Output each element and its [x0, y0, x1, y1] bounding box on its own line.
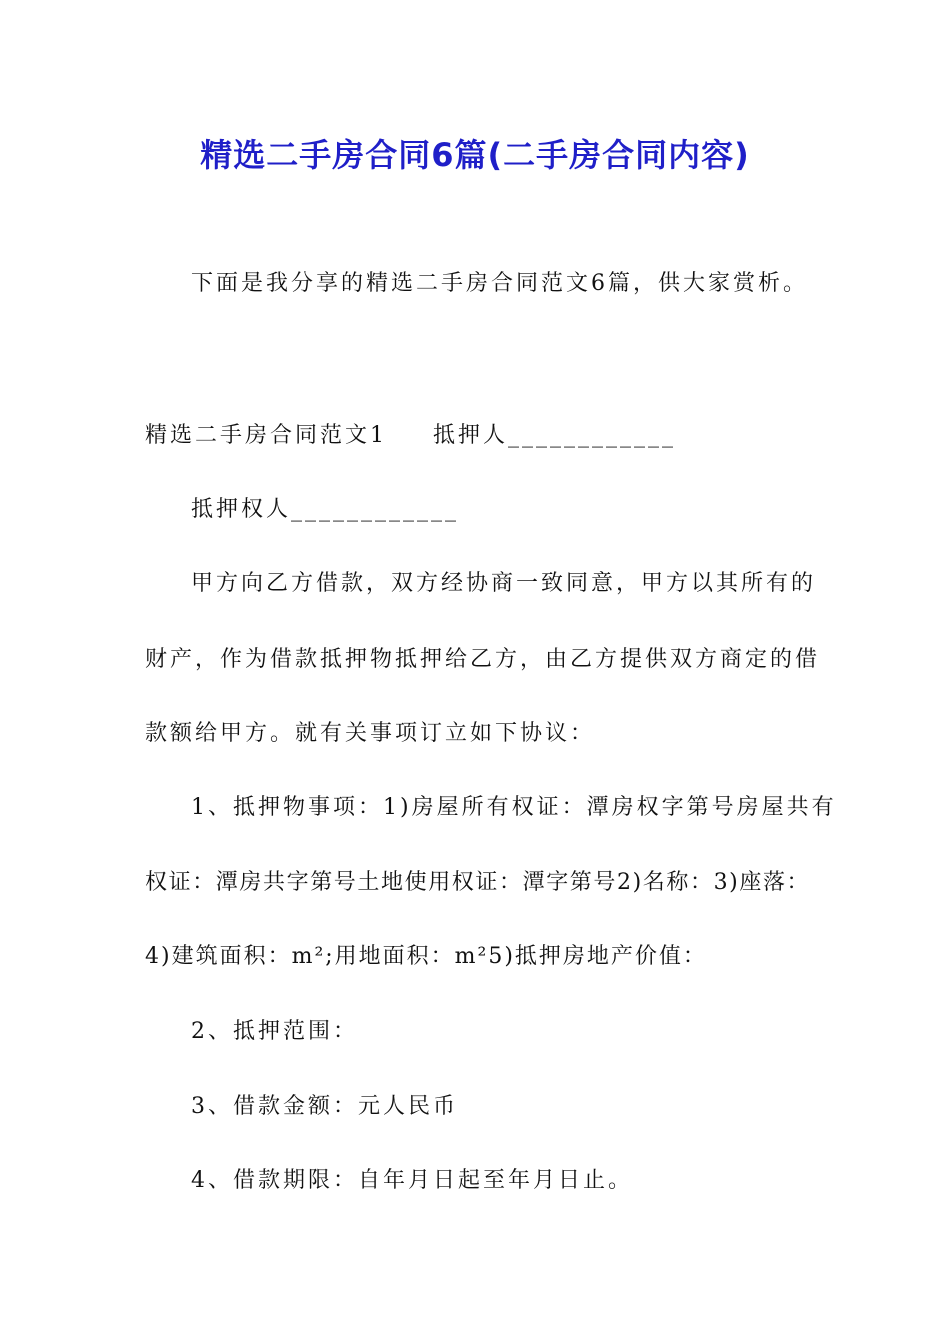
clause-2: 2、抵押范围：	[191, 1019, 358, 1044]
paragraph-line: 甲方向乙方借款，双方经协商一致同意，甲方以其所有的	[191, 571, 817, 596]
clause-1-line: 4)建筑面积：m²;用地面积：m²5)抵押房地产价值：	[145, 944, 707, 969]
mortgagee-field: 抵押权人____________	[191, 497, 460, 522]
document-title: 精选二手房合同6篇(二手房合同内容)	[200, 136, 750, 174]
clause-3: 3、借款金额：元人民币	[191, 1094, 458, 1119]
paragraph-line: 财产，作为借款抵押物抵押给乙方，由乙方提供双方商定的借	[145, 647, 821, 672]
clause-1-line: 权证：潭房共字第号土地使用权证：潭字第号2)名称：3)座落：	[145, 870, 811, 895]
clause-4: 4、借款期限：自年月日起至年月日止。	[191, 1168, 633, 1193]
mortgagor-field: 抵押人____________	[433, 423, 677, 448]
section-heading: 精选二手房合同范文1	[145, 423, 387, 448]
section-heading-row	[145, 420, 676, 452]
intro-text: 下面是我分享的精选二手房合同范文6篇，供大家赏析。	[191, 271, 808, 296]
clause-1-line: 1、抵押物事项：1)房屋所有权证：潭房权字第号房屋共有	[191, 795, 837, 820]
paragraph-line: 款额给甲方。就有关事项订立如下协议：	[145, 721, 596, 746]
